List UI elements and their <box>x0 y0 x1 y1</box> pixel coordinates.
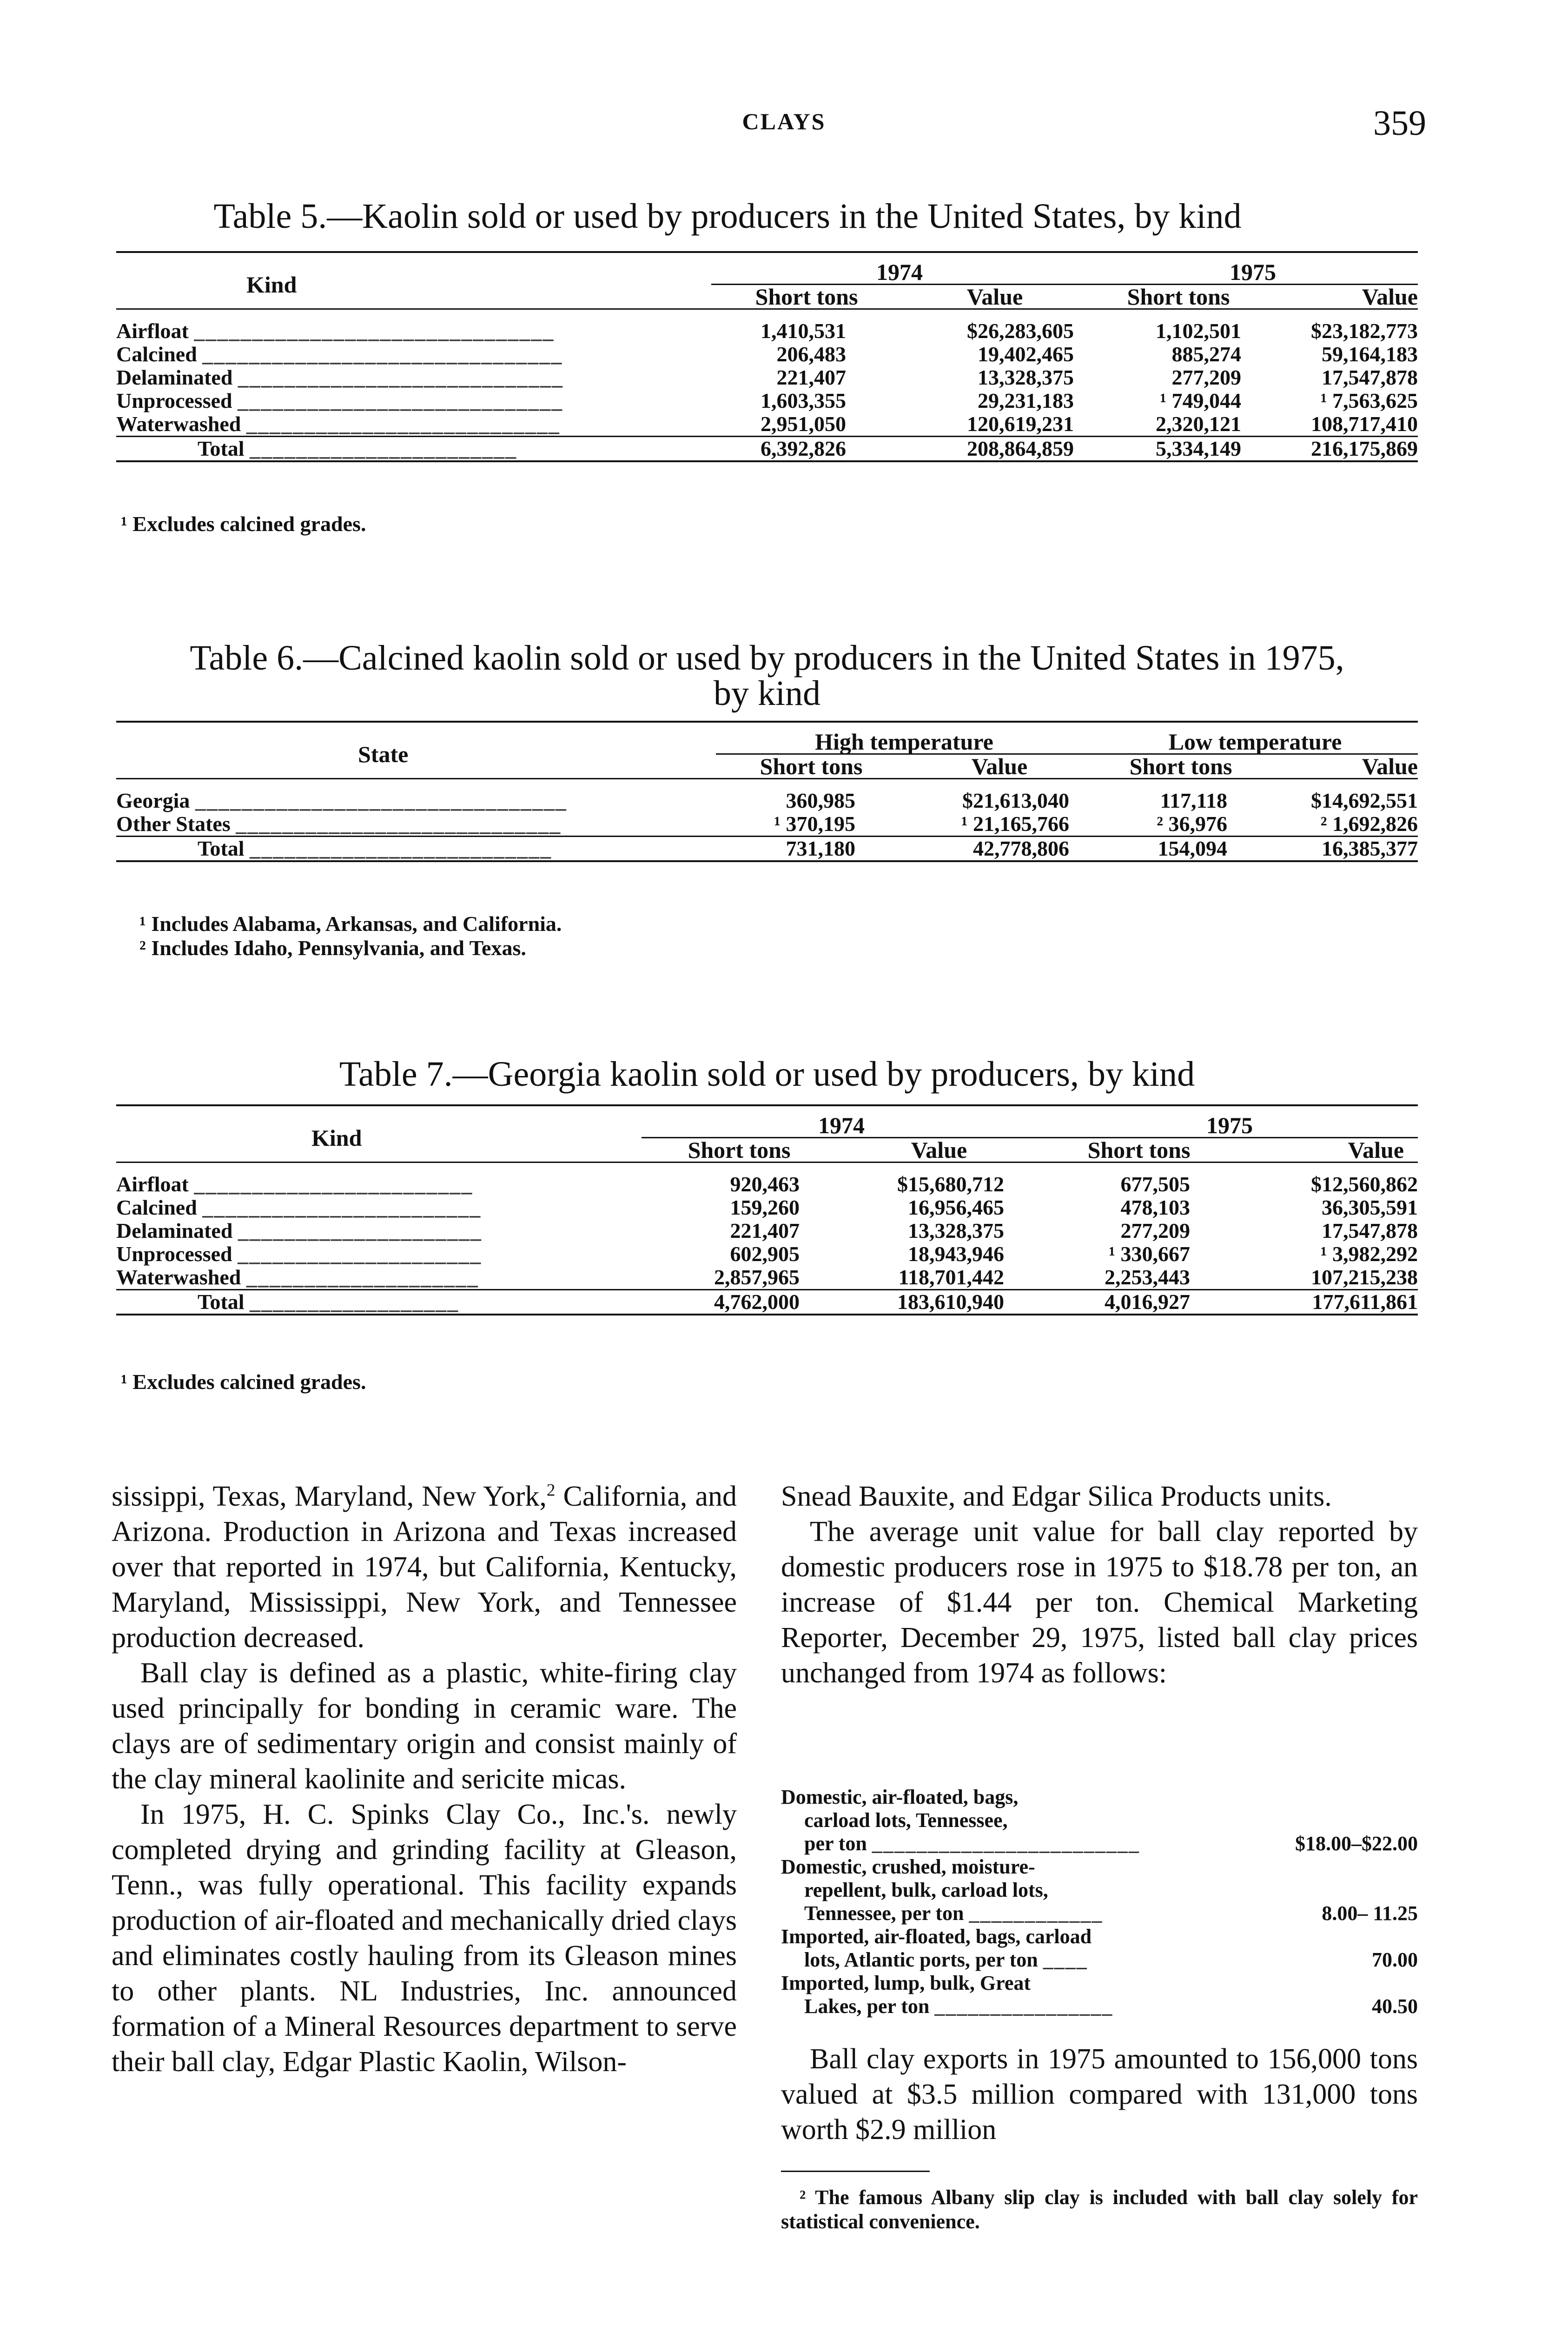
table-row: Calcined ________________________ 159,260 16,956,465 478,103 36,305,591 <box>116 1195 1418 1219</box>
cell: 183,610,940 <box>897 1289 1004 1314</box>
cell: $15,680,712 <box>897 1172 1004 1196</box>
price-item: Imported, air-floated, bags, carload lots, Atlantic ports, per ton ____ 70.00 <box>781 1925 1418 1971</box>
cell: $14,692,551 <box>1311 788 1418 812</box>
table5-value-header: Value <box>966 284 1023 310</box>
price-value: 70.00 <box>1372 1948 1418 1971</box>
table7-value-header: Value <box>911 1137 967 1163</box>
table5-footnote: ¹ Excludes calcined grades. <box>121 512 366 536</box>
table7-year1: 1974 <box>642 1114 1041 1138</box>
table7-year2: 1975 <box>1041 1114 1418 1138</box>
total-label: Total <box>198 436 245 460</box>
table7-top-rule <box>116 1104 1418 1106</box>
paragraph <box>112 1479 737 1655</box>
cell: 277,209 <box>1120 1218 1190 1242</box>
cell: 120,619,231 <box>967 412 1074 436</box>
left-column <box>112 1479 737 2079</box>
cell: 206,483 <box>776 342 846 366</box>
cell: 208,864,859 <box>967 436 1074 460</box>
row-label: Unprocessed <box>116 1242 232 1266</box>
page-number: 359 <box>1373 104 1426 143</box>
cell: 108,717,410 <box>1311 412 1418 436</box>
cell: 117,118 <box>1160 788 1227 812</box>
cell: 159,260 <box>730 1195 800 1219</box>
table-row: Airfloat ________________________ 920,463 $15,680,712 677,505 $12,560,862 <box>116 1172 1418 1196</box>
cell: 42,778,806 <box>973 836 1069 860</box>
cell: 2,951,050 <box>761 412 846 436</box>
cell: ¹ 370,195 <box>774 811 855 836</box>
cell: 2,857,965 <box>714 1265 800 1289</box>
footnote-ref: 2 <box>546 1481 556 1500</box>
table6 <box>116 730 1418 862</box>
table-row: Other States ____________________________ ¹ 370,195 ¹ 21,165,766 ² 36,976 ² 1,692,826 <box>116 811 1418 836</box>
price-item-line: Domestic, crushed, moisture- <box>781 1855 1035 1878</box>
price-item-line: Tennessee, per ton <box>804 1902 964 1925</box>
cell: 29,231,183 <box>978 388 1074 412</box>
price-value: 40.50 <box>1372 1995 1418 2018</box>
cell: $12,560,862 <box>1311 1172 1418 1196</box>
table6-caption-line1: Table 6.—Calcined kaolin sold or used by producers in the United States in 1975, <box>190 638 1344 678</box>
paragraph: In 1975, H. C. Spinks Clay Co., Inc.'s. newly completed drying and grinding facility at Gleason, Tenn., was fully operational. This facility expands production of air-floated and mechanically dried clays and eliminates costly hauling from its Gleason mines to other plants. NL Industries, Inc. announced formation of a Mineral Resources department to serve their ball clay, Edgar Plastic Kaolin, Wilson- <box>112 1799 737 2078</box>
cell: 602,905 <box>730 1242 800 1266</box>
row-label: Other States <box>116 811 231 836</box>
cell: 2,253,443 <box>1105 1265 1190 1289</box>
table-row: Delaminated ____________________________ 221,407 13,328,375 277,209 17,547,878 <box>116 365 1418 389</box>
cell: 16,956,465 <box>908 1195 1004 1219</box>
cell: ¹ 21,165,766 <box>961 811 1069 836</box>
table6-caption-line2: by kind <box>713 674 821 713</box>
price-item-line: Imported, air-floated, bags, carload <box>781 1925 1092 1948</box>
price-list <box>781 1786 1418 2018</box>
cell: 731,180 <box>786 836 855 860</box>
cell: 4,762,000 <box>714 1289 800 1314</box>
price-item-line: per ton <box>804 1832 867 1855</box>
cell: 18,943,946 <box>908 1242 1004 1266</box>
total-label: Total <box>198 836 245 860</box>
cell: 677,505 <box>1120 1172 1190 1196</box>
cell: ¹ 7,563,625 <box>1320 388 1418 412</box>
table-total-row: Total __________________ 4,762,000 183,610,940 4,016,927 177,611,861 <box>116 1289 1418 1315</box>
paragraph-text: sissippi, Texas, Maryland, New York, <box>112 1481 547 1512</box>
price-item: Domestic, crushed, moisture- repellent, bulk, carload lots, Tennessee, per ton ____________ 8.00– 11.25 <box>781 1855 1418 1925</box>
cell: 16,385,377 <box>1322 836 1418 860</box>
cell: 1,102,501 <box>1156 319 1241 343</box>
table7-tons-header: Short tons <box>1087 1137 1191 1163</box>
table-row: Unprocessed ____________________________ 1,603,355 29,231,183 ¹ 749,044 ¹ 7,563,625 <box>116 388 1418 412</box>
cell: ¹ 330,667 <box>1109 1242 1190 1266</box>
cell: ¹ 3,982,292 <box>1320 1242 1418 1266</box>
cell: $26,283,605 <box>967 319 1074 343</box>
table5-year1: 1974 <box>711 260 1088 285</box>
cell: ¹ 749,044 <box>1160 388 1241 412</box>
total-label: Total <box>198 1289 245 1314</box>
price-item-line: Domestic, air-floated, bags, <box>781 1786 1019 1808</box>
table-row: Calcined _______________________________ 206,483 19,402,465 885,274 59,164,183 <box>116 342 1418 366</box>
table6-value-header: Value <box>1362 753 1418 779</box>
price-item: Imported, lump, bulk, Great Lakes, per ton ________________ 40.50 <box>781 1972 1418 2018</box>
table5-caption: Table 5.—Kaolin sold or used by producers in the United States, by kind <box>213 197 1242 236</box>
table-total-row: Total _______________________ 6,392,826 208,864,859 5,334,149 216,175,869 <box>116 436 1418 461</box>
table5-tons-header: Short tons <box>755 284 858 310</box>
paragraph: Ball clay is defined as a plastic, white-firing clay used principally for bonding in ceramic ware. The clays are of sedimentary origin and consist mainly of the clay mineral kaolinite and sericite micas. <box>112 1657 737 1795</box>
price-item-line: Imported, lump, bulk, Great <box>781 1972 1031 1994</box>
table5-tons-header: Short tons <box>1127 284 1230 310</box>
row-label: Unprocessed <box>116 388 232 412</box>
table5-value-header: Value <box>1362 284 1418 310</box>
row-label: Georgia <box>116 788 190 812</box>
price-value: $18.00–$22.00 <box>1295 1832 1418 1855</box>
cell: 216,175,869 <box>1311 436 1418 460</box>
table7-caption: Table 7.—Georgia kaolin sold or used by producers, by kind <box>339 1055 1195 1094</box>
cell: 13,328,375 <box>978 365 1074 389</box>
cell: 154,094 <box>1158 836 1227 860</box>
table5-year2: 1975 <box>1088 260 1418 285</box>
table-row: Waterwashed ___________________________ 2,951,050 120,619,231 2,320,121 108,717,410 <box>116 412 1418 436</box>
footnote-rule <box>781 2171 930 2172</box>
page-footnote: ² The famous Albany slip clay is included with ball clay solely for statistical convenience. <box>781 2186 1418 2233</box>
running-title: CLAYS <box>742 108 826 134</box>
table5 <box>116 260 1418 462</box>
table-row: Waterwashed ____________________ 2,857,965 118,701,442 2,253,443 107,215,238 <box>116 1265 1418 1289</box>
row-label: Calcined <box>116 342 197 366</box>
row-label: Airfloat <box>116 319 189 343</box>
cell: 17,547,878 <box>1322 365 1418 389</box>
table6-footnote-2: ² Includes Idaho, Pennsylvania, and Texas. <box>139 936 526 960</box>
price-item-line: repellent, bulk, carload lots, <box>804 1879 1048 1901</box>
cell: 107,215,238 <box>1311 1265 1418 1289</box>
cell: 13,328,375 <box>908 1218 1004 1242</box>
cell: 920,463 <box>730 1172 800 1196</box>
paragraph: The average unit value for ball clay reported by domestic producers rose in 1975 to $18.78 per ton, an increase of $1.44 per ton. Chemical Marketing Reporter, December 29, 1975, listed ball clay prices unchanged from 1974 as follows: <box>781 1516 1418 1689</box>
row-label: Calcined <box>116 1195 197 1219</box>
table6-group1: High temperature <box>716 730 1092 754</box>
right-column <box>781 1479 1418 1691</box>
table7-value-header: Value <box>1348 1137 1404 1163</box>
cell: 1,410,531 <box>761 319 846 343</box>
table6-top-rule <box>116 721 1418 723</box>
table6-tons-header: Short tons <box>1129 753 1232 779</box>
row-label: Waterwashed <box>116 412 241 436</box>
table-row: Unprocessed _____________________ 602,905 18,943,946 ¹ 330,667 ¹ 3,982,292 <box>116 1242 1418 1266</box>
cell: $21,613,040 <box>962 788 1069 812</box>
cell: ² 36,976 <box>1157 811 1227 836</box>
cell: 5,334,149 <box>1156 436 1241 460</box>
paragraph: Snead Bauxite, and Edgar Silica Products units. <box>781 1481 1332 1512</box>
row-label: Delaminated <box>116 365 233 389</box>
table-row: Delaminated _____________________ 221,407 13,328,375 277,209 17,547,878 <box>116 1218 1418 1242</box>
cell: $23,182,773 <box>1311 319 1418 343</box>
table-row: Airfloat _______________________________ 1,410,531 $26,283,605 1,102,501 $23,182,773 <box>116 319 1418 343</box>
cell: 360,985 <box>786 788 855 812</box>
table7-tons-header: Short tons <box>688 1137 791 1163</box>
table5-top-rule <box>116 251 1418 253</box>
cell: 177,611,861 <box>1312 1289 1418 1314</box>
cell: 1,603,355 <box>761 388 846 412</box>
cell: 478,103 <box>1120 1195 1190 1219</box>
paragraph: Ball clay exports in 1975 amounted to 156,000 tons valued at $3.5 million compared with 131,000 tons worth $2.9 million <box>781 2043 1418 2146</box>
cell: 4,016,927 <box>1105 1289 1190 1314</box>
table6-footnote-1: ¹ Includes Alabama, Arkansas, and California. <box>139 912 562 936</box>
table7-footnote: ¹ Excludes calcined grades. <box>121 1370 366 1394</box>
table7 <box>116 1114 1418 1315</box>
cell: 19,402,465 <box>978 342 1074 366</box>
cell: 17,547,878 <box>1322 1218 1418 1242</box>
cell: 118,701,442 <box>898 1265 1004 1289</box>
row-label: Airfloat <box>116 1172 189 1196</box>
table6-group2: Low temperature <box>1092 730 1418 754</box>
paragraph-text: California, and Arizona. Production in Arizona and Texas increased over that reported in 1974, but California, Kentucky, Maryland, Mississippi, New York, and Tennessee production decreased. <box>112 1481 737 1654</box>
price-value: 8.00– 11.25 <box>1322 1902 1418 1925</box>
table-row: Georgia ________________________________ 360,985 $21,613,040 117,118 $14,692,551 <box>116 788 1418 812</box>
row-label: Waterwashed <box>116 1265 241 1289</box>
row-label: Delaminated <box>116 1218 233 1242</box>
cell: 6,392,826 <box>761 436 846 460</box>
price-item-line: Lakes, per ton <box>804 1995 930 2018</box>
table-total-row: Total __________________________ 731,180 42,778,806 154,094 16,385,377 <box>116 836 1418 861</box>
cell: 885,274 <box>1171 342 1241 366</box>
price-item-line: lots, Atlantic ports, per ton <box>804 1948 1038 1971</box>
table5-kind-header: Kind <box>246 271 297 298</box>
table6-tons-header: Short tons <box>760 753 863 779</box>
table6-value-header: Value <box>971 753 1028 779</box>
cell: 36,305,591 <box>1322 1195 1418 1219</box>
table7-kind-header: Kind <box>311 1124 362 1151</box>
cell: 221,407 <box>730 1218 800 1242</box>
price-item-line: carload lots, Tennessee, <box>804 1809 1008 1832</box>
price-item: Domestic, air-floated, bags, carload lots, Tennessee, per ton ________________________ $18.00–$22.00 <box>781 1786 1418 1855</box>
cell: 2,320,121 <box>1156 412 1241 436</box>
cell: 277,209 <box>1171 365 1241 389</box>
cell: 59,164,183 <box>1322 342 1418 366</box>
cell: ² 1,692,826 <box>1320 811 1418 836</box>
cell: 221,407 <box>776 365 846 389</box>
table6-state-header: State <box>358 741 409 767</box>
